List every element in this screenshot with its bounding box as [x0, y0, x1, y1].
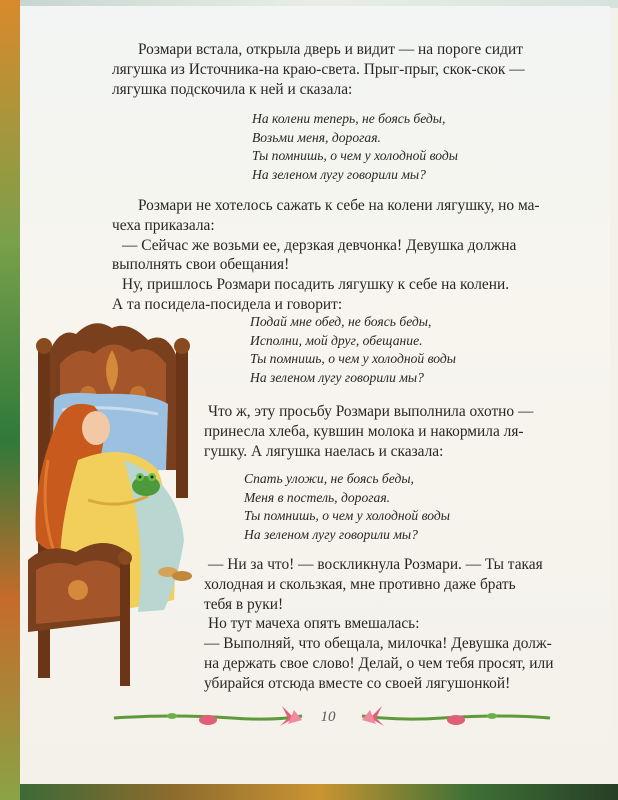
verse-3: [244, 470, 450, 544]
text-line: на держать свое слово! Делай, о чем тебя просят, или: [204, 654, 554, 672]
text-line: чеха приказала:: [112, 216, 215, 234]
verse-2: [250, 313, 456, 387]
page-edge-left: [0, 0, 20, 800]
verse-line: Ты помнишь, о чем у холодной воды: [244, 508, 450, 524]
page-edge-bottom: [20, 784, 618, 800]
verse-line: Подай мне обед, не боясь беды,: [250, 314, 432, 329]
verse-line: Ты помнишь, о чем у холодной воды: [252, 148, 458, 164]
page-number: 10: [320, 709, 336, 725]
verse-line: На зеленом лугу говорили мы?: [250, 369, 424, 385]
verse-line: Ты помнишь, о чем у холодной воды: [250, 351, 456, 367]
text-line: — Сейчас же возьми ее, дерзкая девчонка! Девушка должна: [122, 236, 517, 254]
text-line: гушку. А лягушка наелась и сказала:: [204, 442, 444, 460]
text-line: А та посидела-посидела и говорит:: [112, 295, 343, 313]
text-line: лягушка из Источника-на краю-света. Прыг-прыг, скок-скок —: [112, 60, 525, 78]
paragraph-3: [204, 402, 533, 461]
paragraph-1: [112, 40, 525, 99]
paragraph-2: [112, 196, 540, 315]
text-line: выполнять свои обещания!: [112, 256, 290, 274]
verse-line: На зеленом лугу говорили мы?: [252, 166, 426, 182]
text-line: лягушка подскочила к ней и сказала:: [112, 80, 353, 98]
verse-line: Возьми меня, дорогая.: [252, 129, 381, 145]
paragraph-4: [204, 555, 553, 694]
text-line: Что ж, эту просьбу Розмари выполнила охотно —: [208, 403, 534, 420]
verse-line: На зеленом лугу говорили мы?: [244, 526, 418, 542]
text-line: — Выполняй, что обещала, милочка! Девушка долж-: [204, 635, 552, 653]
verse-line: Исполни, мой друг, обещание.: [250, 332, 423, 348]
text-line: принесла хлеба, кувшин молока и накормила ля-: [204, 422, 524, 440]
verse-line: Спать уложи, не боясь беды,: [244, 471, 414, 486]
text-line: тебя в руки!: [204, 595, 284, 613]
text-line: Но тут мачеха опять вмешалась:: [208, 615, 420, 633]
text-line: Ну, пришлось Розмари посадить лягушку к себе на колени.: [122, 276, 510, 294]
text-line: холодная и скользкая, мне противно даже брать: [204, 575, 516, 593]
text-line: убирайся отсюда вместе со своей лягушонкой!: [204, 674, 511, 692]
verse-line: На колени теперь, не боясь беды,: [252, 111, 446, 126]
text-line: Розмари не хотелось сажать к себе на колени лягушку, но ма-: [138, 197, 540, 214]
verse-1: [252, 110, 458, 184]
text-line: Розмари встала, открыла дверь и видит — на пороге сидит: [138, 41, 523, 58]
text-line: — Ни за что! — воскликнула Розмари. — Ты такая: [208, 556, 543, 573]
bed-illustration: [28, 320, 200, 690]
verse-line: Меня в постель, дорогая.: [244, 489, 391, 505]
